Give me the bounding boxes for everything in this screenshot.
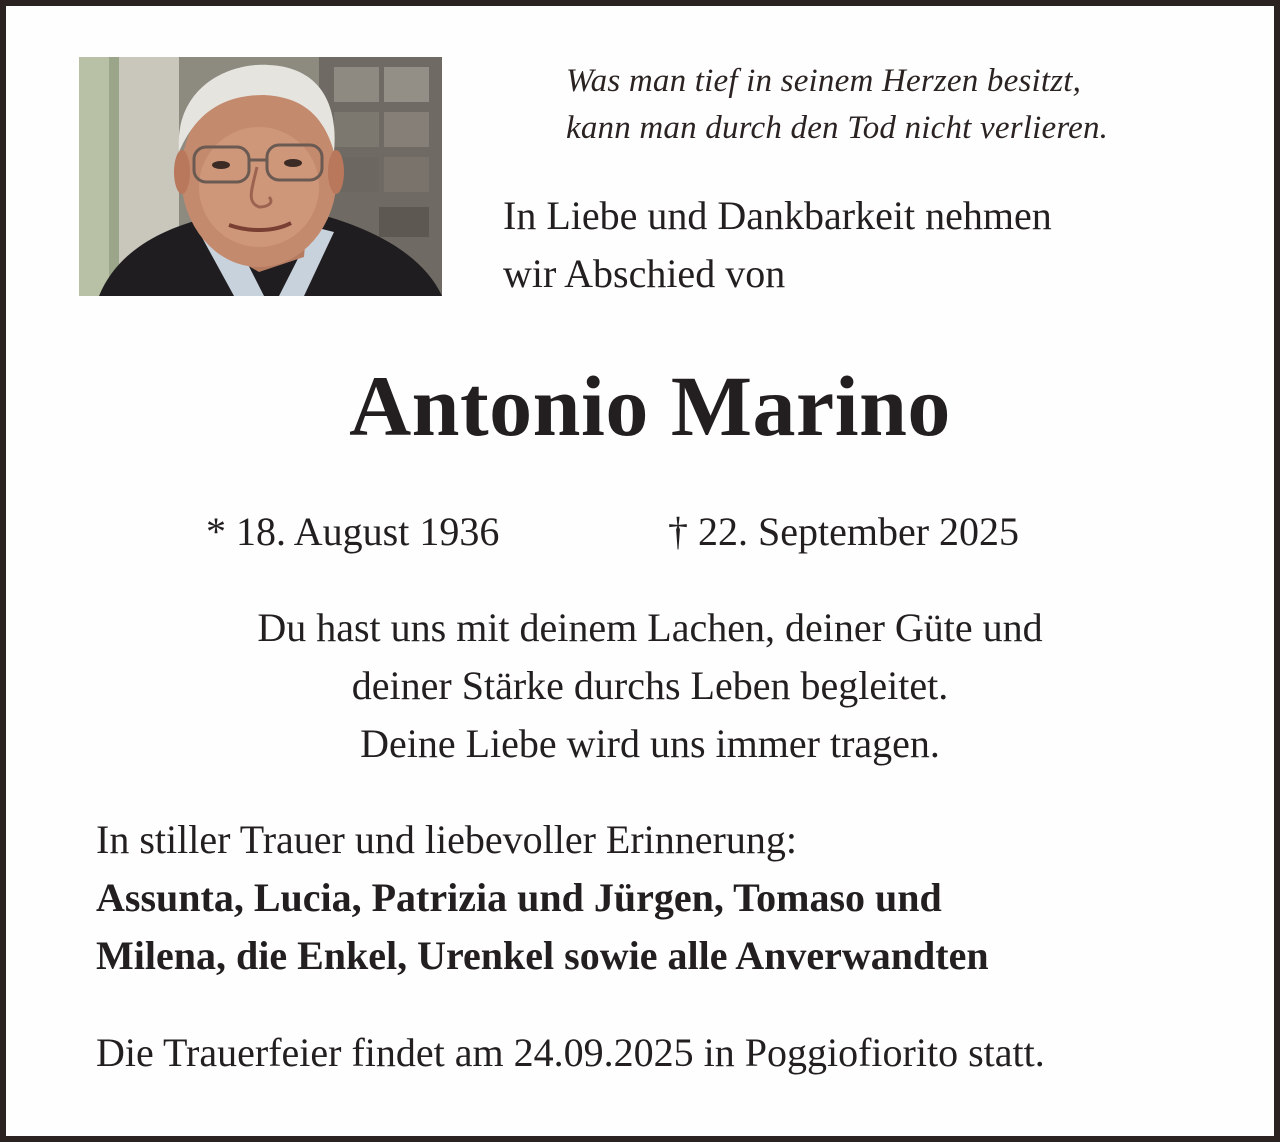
mourners-names-line: Milena, die Enkel, Urenkel sowie alle Anverwandten [96, 933, 989, 978]
memorial-verse [6, 599, 1280, 773]
funeral-service-notice: Die Trauerfeier findet am 24.09.2025 in Poggiofiorito statt. [96, 1030, 1045, 1075]
mourners-section [96, 811, 1236, 985]
mourners-names-line: Assunta, Lucia, Patrizia und Jürgen, Tomaso und [96, 875, 942, 920]
portrait-photo [79, 57, 442, 296]
intro-line: wir Abschied von [503, 251, 786, 296]
quote-line: Was man tief in seinem Herzen besitzt, [566, 63, 1082, 99]
quote-line: kann man durch den Tod nicht verlieren. [566, 110, 1109, 146]
verse-line: Du hast uns mit deinem Lachen, deiner Güte und [257, 605, 1043, 650]
quote [566, 58, 1246, 152]
verse-line: deiner Stärke durchs Leben begleitet. [351, 663, 949, 708]
birth-date: * 18. August 1936 [206, 509, 500, 554]
intro-line: In Liebe und Dankbarkeit nehmen [503, 193, 1052, 238]
life-dates [6, 504, 1280, 560]
verse-line: Deine Liebe wird uns immer tragen. [360, 721, 940, 766]
death-date: † 22. September 2025 [668, 509, 1020, 554]
intro-text [503, 187, 1243, 303]
deceased-name: Antonio Marino [349, 358, 951, 454]
mourners-intro: In stiller Trauer und liebevoller Erinnerung: [96, 817, 797, 862]
